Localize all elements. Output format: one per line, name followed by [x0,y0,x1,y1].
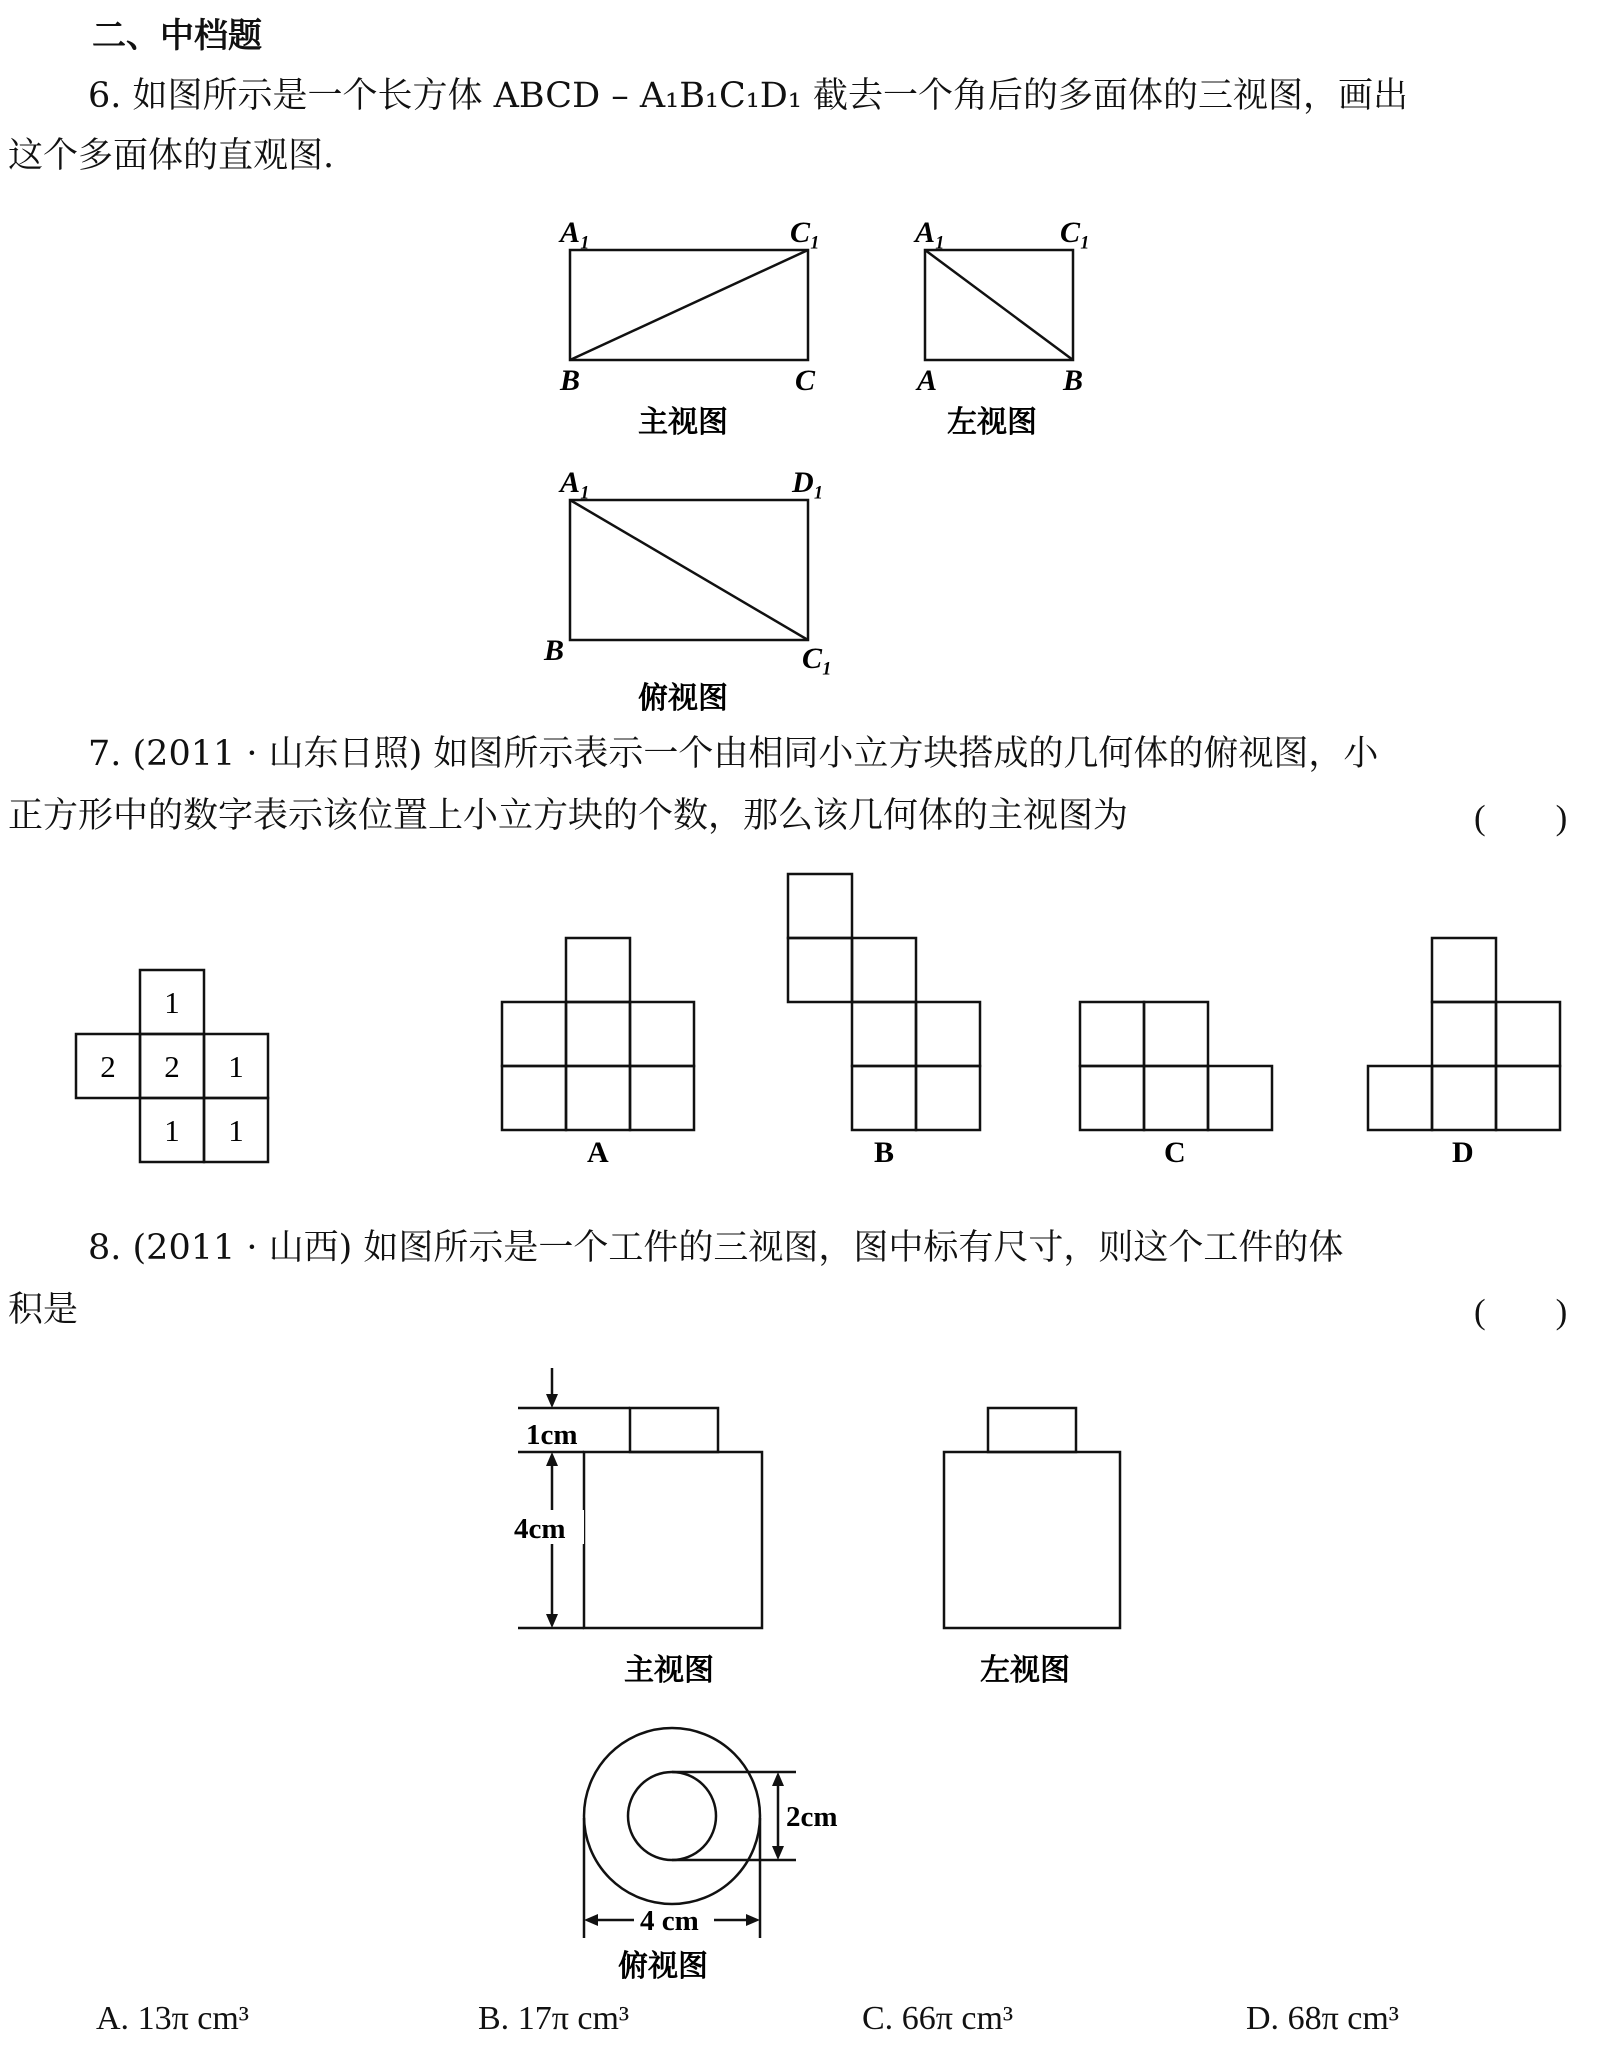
q6-text-line1: 6. 如图所示是一个长方体 ABCD – A₁B₁C₁D₁ 截去一个角后的多面体的三视图，画出 [88,76,1408,116]
q6-front-label-br: C [795,364,816,397]
q7-option-d-label: D [1452,1136,1474,1169]
q6-top-view [530,460,850,720]
q7-option-b-figure [780,866,990,1170]
q8-front-caption: 主视图 [624,1653,714,1688]
q8-choice-b[interactable] [478,2000,629,2038]
q7-top-view-grid [70,960,280,1170]
q8-dim-inner-diameter: 2cm [786,1801,838,1833]
q6-text-line2: 这个多面体的直观图. [8,136,335,176]
q7-option-a-label: A [587,1136,609,1169]
q6-front-caption: 主视图 [638,405,728,440]
q8-text-line1: 8. (2011 · 山西) 如图所示是一个工件的三视图，图中标有尺寸，则这个工件的体 [88,1228,1344,1268]
q8-choice-d[interactable] [1246,2000,1399,2038]
section-title: 二、中档题 [92,16,262,56]
q8-top-caption: 俯视图 [618,1949,708,1984]
q7-option-a-figure [495,930,705,1170]
q8-answer-parens: ( ) [1474,1292,1568,1331]
choice-letter: A. [96,2000,130,2037]
q6-front-label-tl: A₁ [560,216,591,249]
q6-front-label-tr: C₁ [790,216,821,249]
q6-side-label-tr: C₁ [1060,216,1091,249]
q8-side-caption: 左视图 [980,1653,1070,1688]
q6-side-label-bl: A [917,364,938,397]
choice-value: 13π cm³ [137,2000,249,2037]
q6-top-label-bl: B [544,634,565,667]
q7-text-line2: 正方形中的数字表示该位置上小立方块的个数，那么该几何体的主视图为 [8,796,1129,836]
choice-value: 66π cm³ [901,2000,1014,2037]
q6-top-label-tl: A₁ [560,466,591,499]
grid-cell-number: 1 [164,1113,180,1148]
q8-front-view [500,1360,800,1700]
grid-cell-number: 2 [100,1049,116,1084]
q6-top-caption: 俯视图 [638,681,728,716]
q8-top-view [560,1720,880,1990]
choice-letter: B. [478,2000,510,2037]
q7-option-d-figure [1360,930,1570,1170]
choice-letter: C. [862,2000,894,2037]
q7-option-b-label: B [874,1136,895,1169]
q6-front-view [540,210,850,440]
q6-side-label-br: B [1063,364,1084,397]
q6-side-view [895,210,1125,440]
q6-front-label-bl: B [560,364,581,397]
q8-side-view [930,1360,1160,1700]
q8-dim-body-height: 4cm [514,1513,566,1545]
grid-cell-number: 1 [228,1113,244,1148]
choice-value: 17π cm³ [517,2000,630,2037]
grid-cell-number: 1 [164,985,180,1020]
q7-option-c-label: C [1164,1136,1186,1169]
choice-value: 68π cm³ [1287,2000,1399,2037]
q6-side-label-tl: A₁ [915,216,946,249]
q6-side-caption: 左视图 [947,405,1037,440]
q8-text-line2: 积是 [8,1290,79,1330]
q7-answer-parens: ( ) [1474,798,1568,837]
choice-letter: D. [1246,2000,1280,2037]
q6-top-label-br: C₁ [802,642,833,675]
grid-cell-number: 2 [164,1049,180,1084]
q8-choice-a[interactable] [96,2000,249,2038]
q8-dim-top-height: 1cm [526,1419,578,1451]
q8-choice-c[interactable] [862,2000,1013,2038]
grid-cell-number: 1 [228,1049,244,1084]
q8-dim-outer-diameter: 4 cm [640,1905,699,1937]
q7-text-line1: 7. (2011 · 山东日照) 如图所示表示一个由相同小立方块搭成的几何体的俯视图，小 [88,734,1379,774]
q7-option-c-figure [1072,994,1282,1170]
q6-top-label-tr: D₁ [792,466,825,499]
